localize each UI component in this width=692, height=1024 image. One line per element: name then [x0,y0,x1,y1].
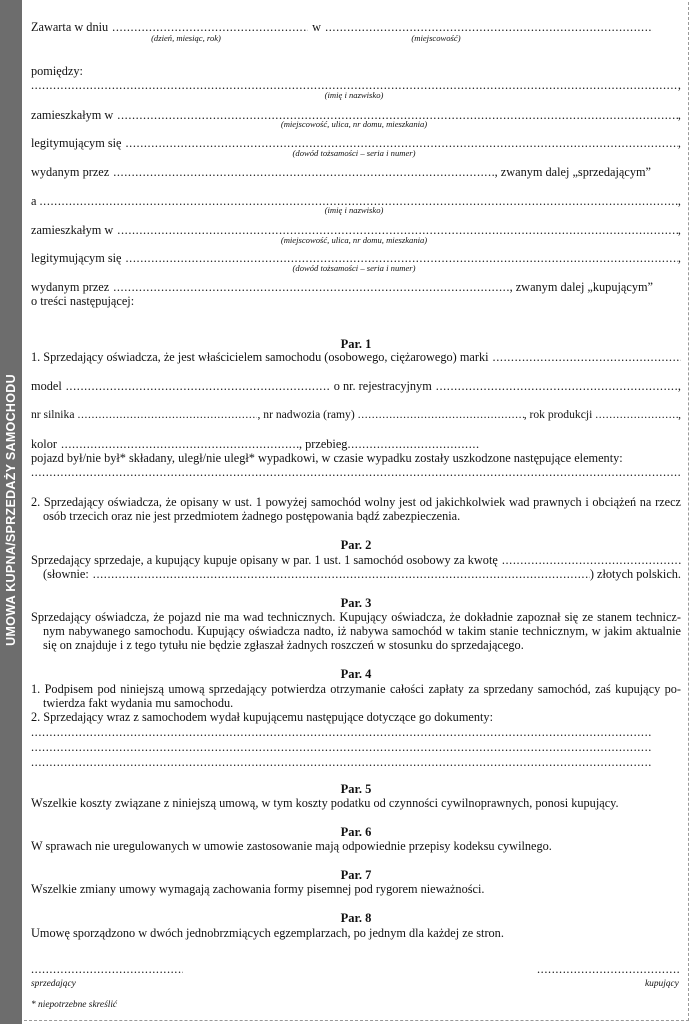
par4-line3: 2. Sprzedający wraz z samochodem wydał kupującemu następujące dotyczące go dokumenty: [31,710,493,724]
par3-line3: się on znajduje i z tego tytułu nie będzie zgłaszał żadnych roszczeń w stosunku do sprzedającego. [43,638,524,652]
registration-field[interactable] [436,379,678,393]
par7-heading: Par. 7 [340,868,372,882]
par5-heading: Par. 5 [340,782,372,796]
registration-label: o nr. rejestracyjnym [333,379,432,393]
footnote: * niepotrzebne skreślić [31,1000,118,1010]
par3-line1: Sprzedający oświadcza, że pojazd nie ma wad technicznych. Kupujący oświadcza, że dokładnie zapoznał się ze stanem technicz- [31,610,681,624]
year-field[interactable] [595,408,678,422]
place-field[interactable] [325,20,653,34]
buyer-signature-field[interactable] [537,962,679,976]
buyer-address-label: zamieszkałym w [31,223,114,237]
color-line [31,437,681,451]
documents-field-1[interactable] [31,725,651,739]
documents-field-2[interactable] [31,740,651,754]
buyer-name-caption: (imię i nazwisko) [324,205,384,215]
engine-label: nr silnika [31,408,75,421]
year-label: , rok produkcji [523,408,593,421]
currency-label: ) złotych polskich. [589,567,681,581]
make-field[interactable] [493,350,681,364]
documents-line-1 [31,725,651,739]
price-words-field[interactable] [93,567,590,581]
date-caption: (dzień, miesiąc, rok) [151,33,221,43]
par1-heading: Par. 1 [340,337,372,351]
buyer-id-caption: (dowód tożsamości – seria i numer) [292,263,416,273]
engine-line: nr silnika ..... , nr nadwozia (ramy) ..... , rok produkcji ..... , [31,408,681,422]
date-field[interactable] [112,20,308,34]
par1-p2-line2: osób trzecich oraz nie jest przedmiotem żadnego postępowania bądź zabezpieczenia. [43,509,461,523]
par3-heading: Par. 3 [340,596,372,610]
contract-document [31,0,681,1024]
place-label: w [312,20,322,34]
par5-text: Wszelkie koszty związane z niniejszą umową, w tym koszty podatku od czynności cywilnoprawnych, ponosi kupujący. [31,796,619,810]
par8-text: Umowę sporządzono w dwóch jednobrzmiących egzemplarzach, po jednym dla każdej ze stron. [31,926,504,940]
par3-line2: nym nabywanego samochodu. Kupujący oświadcza nadto, iż nabywa samochód w takim stanie technicznym, w jakim aktualnie [43,624,681,638]
date-label: Zawarta w dniu [31,20,109,34]
body-field[interactable] [358,408,524,422]
seller-signature-caption: sprzedający [31,979,76,989]
price-label: Sprzedający sprzedaje, a kupujący kupuje opisany w par. 1 ust. 1 samochód osobowy za kwotę [31,553,498,567]
place-caption: (miejscowość) [411,33,461,43]
buyer-signature-caption: kupujący [645,979,679,989]
between-label: pomiędzy: [31,64,83,78]
date-place-line [31,20,681,34]
buyer-id-line: legitymującym się ..... , [31,251,681,265]
par1-make-line [31,350,681,364]
seller-address-label: zamieszkałym w [31,108,114,122]
documents-field-3[interactable] [31,755,651,769]
price-words-line [31,567,681,581]
damage-line [31,465,681,479]
buyer-name-line: a ..... , [31,194,681,208]
seller-id-caption: (dowód tożsamości – seria i numer) [292,148,416,158]
buyer-issued-label: wydanym przez [31,280,110,294]
par2-heading: Par. 2 [340,538,372,552]
side-label: UMOWA KUPNA/SPRZEDAŻY SAMOCHODU [4,374,18,646]
seller-signature-field[interactable] [31,962,183,976]
par7-text: Wszelkie zmiany umowy wymagają zachowania formy pisemnej pod rygorem nieważności. [31,882,485,896]
model-label: model [31,379,62,393]
damage-field[interactable] [31,465,681,479]
and-label: a [31,194,37,208]
par4-line2: twierdza fakt wydania mu samochodu. [43,696,234,710]
seller-role: , zwanym dalej „sprzedającym” [494,165,651,179]
side-band [0,0,22,1024]
documents-line-3 [31,755,651,769]
color-label: kolor [31,437,57,451]
accident-line: pojazd był/nie był* składany, uległ/nie uległ* wypadkowi, w czasie wypadku zostały uszkodzone następujące elementy: [31,451,623,465]
buyer-address-caption: (miejscowość, ulica, nr domu, mieszkania) [280,235,428,245]
color-field[interactable] [61,437,299,451]
model-field[interactable] [66,379,330,393]
buyer-id-label: legitymującym się [31,251,122,265]
par1-p2-line1: 2. Sprzedający oświadcza, że opisany w ust. 1 powyżej samochód wolny jest od jakichkolwiek wad prawnych i obciążeń na rzecz [31,495,681,509]
body-label: , nr nadwozia (ramy) [257,408,355,421]
buyer-issued-field[interactable] [113,280,509,294]
seller-issued-field[interactable] [113,165,494,179]
seller-name-caption: (imię i nazwisko) [324,90,384,100]
words-label: (słownie: [43,567,89,581]
buyer-address-line: zamieszkałym w ..... , [31,223,681,237]
engine-field[interactable] [77,408,257,422]
content-intro: o treści następującej: [31,294,135,308]
buyer-issued-line [31,280,681,294]
par1-make-label: 1. Sprzedający oświadcza, że jest właścicielem samochodu (osobowego, ciężarowego) marki [31,350,489,364]
seller-address-caption: (miejscowość, ulica, nr domu, mieszkania) [280,119,428,129]
par6-text: W sprawach nie uregulowanych w umowie zastosowanie mają odpowiednie przepisy kodeksu cywilnego. [31,839,552,853]
mileage-field[interactable] [347,437,480,451]
seller-name-line: ..... , [31,78,681,92]
buyer-signature-line [537,962,679,976]
mileage-label: , przebieg [298,437,348,451]
par6-heading: Par. 6 [340,825,372,839]
model-line: model ..... o nr. rejestracyjnym ..... , [31,379,681,393]
seller-issued-line [31,165,681,179]
price-field[interactable] [502,553,681,567]
seller-address-line: zamieszkałym w ..... , [31,108,681,122]
par8-heading: Par. 8 [340,911,372,925]
seller-issued-label: wydanym przez [31,165,110,179]
par4-heading: Par. 4 [340,667,372,681]
par4-line1: 1. Podpisem pod niniejszą umową sprzedający potwierdza otrzymanie całości zapłaty za sprzedany samochód, zaś kupujący po- [31,682,681,696]
seller-id-label: legitymującym się [31,136,122,150]
seller-signature-line [31,962,183,976]
seller-id-line: legitymującym się ..... , [31,136,681,150]
price-line [31,553,681,567]
documents-line-2 [31,740,651,754]
buyer-role: , zwanym dalej „kupującym” [509,280,653,294]
